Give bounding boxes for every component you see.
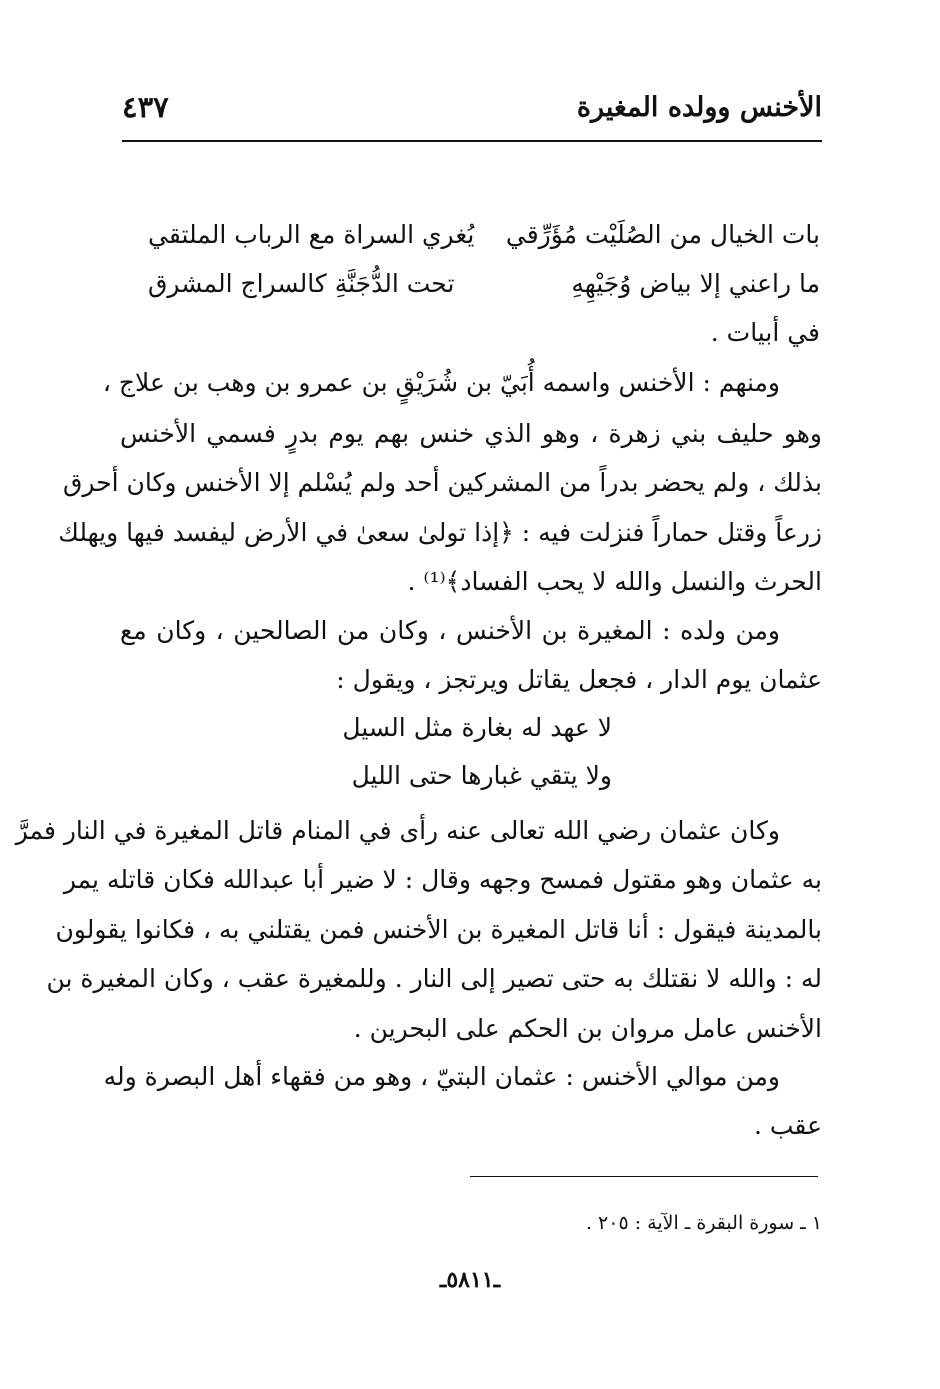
- footer-page-number: ـ٥٨١١ـ: [439, 1267, 501, 1293]
- poem1-line1-hemistich-right: بات الخيال من الصُلَيْت مُؤَرِّقي: [505, 220, 820, 249]
- para3-line5: الأخنس عامل مروان بن الحكم على البحرين .: [353, 1014, 822, 1043]
- page-number: ٤٣٧: [122, 90, 169, 124]
- poem1-line2-hemistich-right: ما راعني إلا بياض وُجَيْهِهِ: [571, 269, 820, 298]
- para3-line3: بالمدينة فيقول : أنا قاتل المغيرة بن الأخنس فمن يقتلني به ، فكانوا يقولون: [55, 915, 822, 944]
- header-rule: [122, 140, 822, 142]
- para1-line2: وهو حليف بني زهرة ، وهو الذي خنس بهم يوم بدرٍ فسمي الأخنس: [120, 419, 822, 448]
- poem1-line1-hemistich-left: يُغري السراة مع الرباب الملتقي: [148, 220, 475, 249]
- poem1-line2-hemistich-left: تحت الدُّجَنَّةِ كالسراج المشرق: [148, 269, 455, 298]
- para1-line5: الحرث والنسل والله لا يحب الفساد﴾⁽¹⁾ .: [407, 567, 822, 596]
- footnote-rule: [470, 1176, 818, 1177]
- para3-line1: وكان عثمان رضي الله تعالى عنه رأى في المنام قاتل المغيرة في النار فمرَّ: [15, 816, 780, 845]
- para4-line1: ومن موالي الأخنس : عثمان البتيّ ، وهو من فقهاء أهل البصرة وله: [103, 1062, 780, 1091]
- para1-line3: بذلك ، ولم يحضر بدراً من المشركين أحد ولم يُسْلم إلا الأخنس وكان أحرق: [63, 468, 822, 497]
- para1-line4: زرعاً وقتل حماراً فنزلت فيه : ﴿إذا تولىٰ سعىٰ في الأرض ليفسد فيها ويهلك: [58, 518, 822, 547]
- poem2-line1: لا عهد له بغارة مثل السيل: [342, 713, 612, 742]
- para4-line2: عقب .: [753, 1111, 822, 1140]
- footnote: ١ ـ سورة البقرة ـ الآية : ٢٠٥ .: [585, 1212, 822, 1234]
- para2-line2: عثمان يوم الدار ، فجعل يقاتل ويرتجز ، ويقول :: [336, 665, 822, 694]
- para1-line1: ومنهم : الأخنس واسمه أُبَيّ بن شُرَيْقٍ بن عمرو بن وهب بن علاج ،: [102, 368, 780, 397]
- para2-line1: ومن ولده : المغيرة بن الأخنس ، وكان من الصالحين ، وكان مع: [120, 616, 780, 645]
- poem1-attribution: في أبيات .: [710, 318, 820, 347]
- para3-line4: له : والله لا نقتلك به حتى تصير إلى النار . وللمغيرة عقب ، وكان المغيرة بن: [46, 964, 822, 993]
- running-header-title: الأخنس وولده المغيرة: [576, 92, 822, 123]
- poem2-line2: ولا يتقي غبارها حتى الليل: [351, 761, 612, 790]
- para3-line2: به عثمان وهو مقتول فمسح وجهه وقال : لا ضير أبا عبدالله فكان قاتله يمر: [63, 865, 822, 894]
